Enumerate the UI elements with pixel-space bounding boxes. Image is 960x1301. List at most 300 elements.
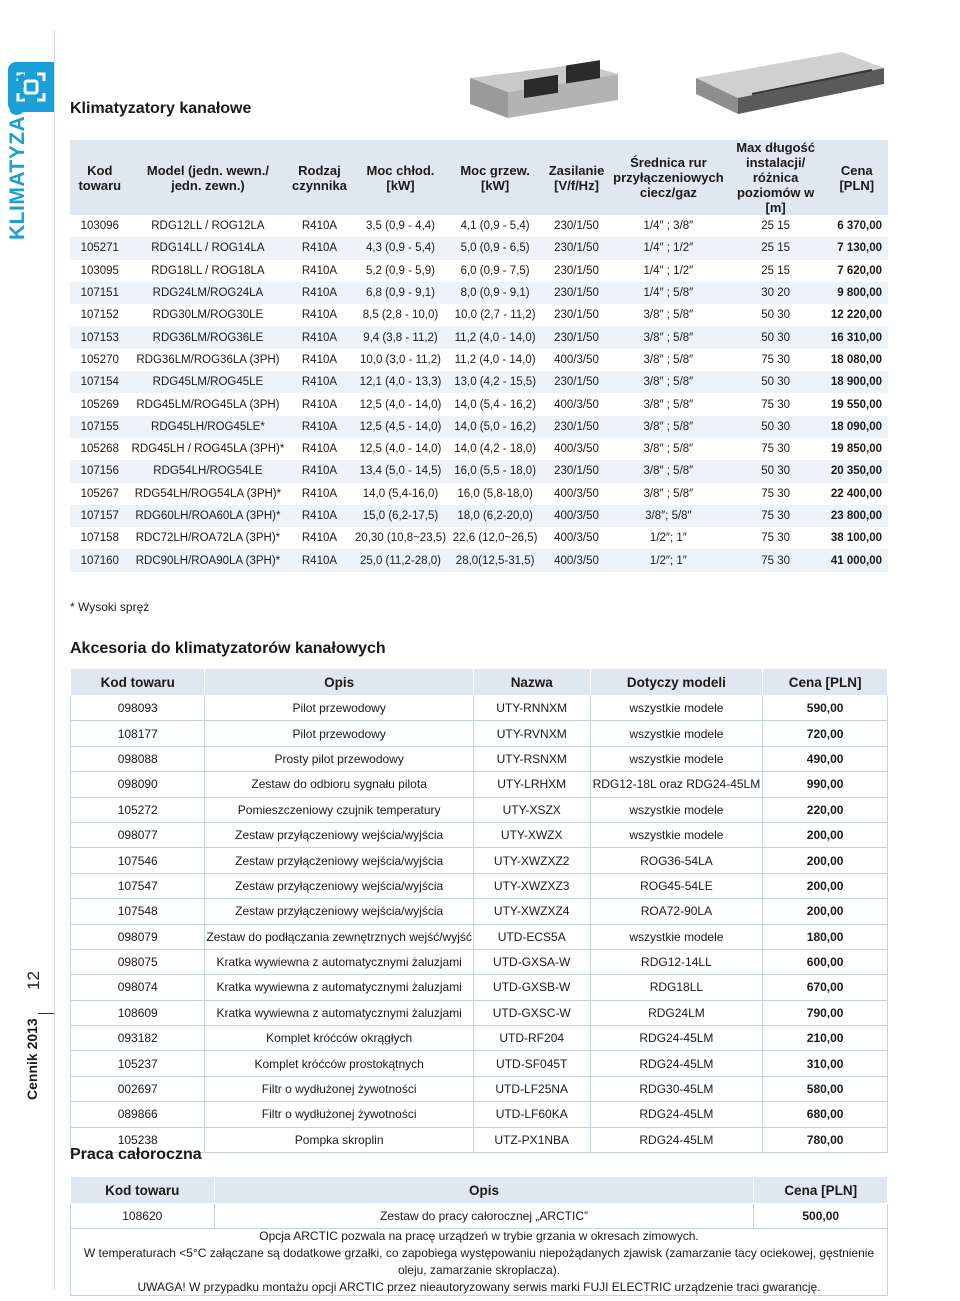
col-header: Max długość instalacji/ różnica poziomów w [m] — [726, 140, 826, 215]
table-cell: R410A — [286, 282, 352, 304]
table-cell: 6,8 (0,9 - 9,1) — [353, 282, 449, 304]
table-cell: 14,0 (4,2 - 18,0) — [454, 443, 537, 456]
table-cell: 50 30 — [726, 416, 826, 438]
table-row — [71, 975, 888, 1000]
table-cell: 50 30 — [761, 309, 790, 322]
table-cell: wszystkie modele — [590, 924, 763, 949]
note-line: W temperaturach <5°C załączane są dodatkowe grzałki, co zapobiega występowaniu niepożądanych zjawisk (zamarzanie tacy ociekowej, gęstnienie oleju, zamarzanie skroplacza). — [83, 1246, 875, 1277]
table-row — [71, 848, 888, 873]
table-cell: Filtr o wydłużonej żywotności — [205, 1076, 473, 1101]
table-cell: 25,0 (11,2-28,0) — [353, 549, 449, 571]
table-cell: RDG45LH / ROG45LA (3PH)* — [131, 443, 285, 456]
table-cell: 75 30 — [761, 532, 790, 545]
table-cell: 50 30 — [726, 460, 826, 482]
table-cell: 230/1/50 — [542, 282, 611, 304]
sidebar-divider — [54, 30, 55, 1290]
table-cell: Kratka wywiewna z automatycznymi żaluzjami — [205, 1000, 473, 1025]
table-cell: 108177 — [71, 721, 205, 746]
cell-price: 19 550,00 — [830, 398, 882, 411]
col-header: Dotyczy modeli — [590, 669, 763, 696]
table-cell: 75 30 — [761, 487, 790, 500]
cell-price: 990,00 — [763, 772, 888, 797]
cell-price: 220,00 — [763, 797, 888, 822]
table-cell: ROA72-90LA — [590, 899, 763, 924]
table-cell: 107155 — [70, 416, 130, 438]
table-cell: 400/3/50 — [542, 549, 611, 571]
col-header: Cena [PLN] — [754, 1177, 888, 1204]
cell-price: 180,00 — [763, 924, 888, 949]
table-cell: RDG24LM/ROG24LA — [130, 282, 287, 304]
table-cell: RDG45LM/ROG45LA (3PH) — [136, 398, 280, 411]
table-cell: Pilot przewodowy — [205, 696, 473, 721]
table-cell: 6,0 (0,9 - 7,5) — [460, 264, 530, 277]
table-cell: Kratka wywiewna z automatycznymi żaluzjami — [205, 949, 473, 974]
table-cell: 107156 — [70, 460, 130, 482]
table-cell: 107547 — [71, 873, 205, 898]
ducted-unit-image-1 — [462, 60, 622, 122]
table-cell: 11,2 (4,0 - 14,0) — [448, 326, 542, 348]
table-cell: RDG24LM — [590, 1000, 763, 1025]
table-cell: Prosty pilot przewodowy — [205, 746, 473, 771]
cell-price: 310,00 — [763, 1051, 888, 1076]
cell-description: Zestaw do pracy całorocznej „ARCTIC” — [214, 1204, 754, 1229]
table-cell: 75 30 — [726, 549, 826, 571]
table-cell: UTD-SF045T — [473, 1051, 590, 1076]
col-header: Kod towaru — [71, 669, 205, 696]
table-cell: 1/2″; 1″ — [611, 549, 726, 571]
table-cell: 25 15 — [761, 264, 790, 277]
table-cell: 12,5 (4,0 - 14,0) — [359, 398, 442, 411]
table-cell: wszystkie modele — [590, 797, 763, 822]
table-cell: R410A — [286, 326, 352, 348]
arctic-note — [70, 1226, 888, 1296]
table-cell: UTY-RVNXM — [473, 721, 590, 746]
cell-price: 19 850,00 — [830, 443, 882, 456]
table-cell: 12,5 (4,0 - 14,0) — [359, 443, 442, 456]
table-cell: 1/4″ ; 1/2″ — [611, 237, 726, 259]
cell-price: 670,00 — [763, 975, 888, 1000]
table-cell: 14,0 (5,4-16,0) — [362, 487, 439, 500]
table-cell: RDG45LH/ROG45LE* — [130, 416, 287, 438]
table-cell: 098077 — [71, 822, 205, 847]
cell-price: 210,00 — [763, 1026, 888, 1051]
table-cell: R410A — [301, 220, 338, 233]
table-row — [71, 873, 888, 898]
table-cell: UTY-XWZXZ4 — [473, 899, 590, 924]
table-cell: Zestaw przyłączeniowy wejścia/wyjścia — [205, 822, 473, 847]
table-row — [70, 438, 888, 460]
table-cell: 107548 — [71, 899, 205, 924]
table-row — [71, 1204, 888, 1229]
table-cell: UTY-LRHXM — [473, 772, 590, 797]
col-header: Cena [PLN] — [826, 140, 888, 215]
table-cell: RDG36LM/ROG36LA (3PH) — [136, 353, 280, 366]
table-cell: UTZ-PX1NBA — [473, 1127, 590, 1152]
table-cell: 107152 — [80, 309, 119, 322]
table-cell: 107151 — [70, 282, 130, 304]
table-row — [71, 721, 888, 746]
table-row — [70, 416, 888, 438]
table-cell: RDG24-45LM — [590, 1051, 763, 1076]
col-header: Średnica rur przyłączeniowych ciecz/gaz — [611, 140, 726, 215]
table-cell: UTD-RF204 — [473, 1026, 590, 1051]
ducted-price-table — [70, 140, 888, 572]
table-cell: 18,0 (6,2-20,0) — [448, 505, 542, 527]
table-cell: 25 15 — [726, 237, 826, 259]
cell-price: 18 090,00 — [826, 416, 888, 438]
table-cell: RDG24-45LM — [590, 1102, 763, 1127]
table-cell: 3/8″ ; 5/8″ — [643, 487, 694, 500]
table-cell: 14,0 (5,4 - 16,2) — [454, 398, 537, 411]
table-cell: RDC72LH/ROA72LA (3PH)* — [135, 532, 281, 545]
table-cell: 107153 — [70, 326, 130, 348]
table-cell: 230/1/50 — [542, 416, 611, 438]
note-line: UWAGA! W przypadku montażu opcji ARCTIC przez nieautoryzowany serwis marki FUJI ELECTRIC urządzenie traci gwarancję. — [137, 1280, 821, 1294]
cell-price: 680,00 — [763, 1102, 888, 1127]
page-number-rule — [38, 1013, 54, 1014]
table-row — [70, 237, 888, 259]
table-cell: R410A — [301, 353, 338, 366]
table-cell: 8,5 (2,8 - 10,0) — [362, 309, 439, 322]
table-cell: RDG18LL — [590, 975, 763, 1000]
table-cell: 400/3/50 — [554, 532, 599, 545]
section-title-ducted: Klimatyzatory kanałowe — [70, 100, 252, 117]
table-cell: 107154 — [70, 371, 130, 393]
ducted-unit-image-2 — [692, 48, 886, 118]
table-cell: UTY-XWZXZ3 — [473, 873, 590, 898]
table-cell: RDC90LH/ROA90LA (3PH)* — [130, 549, 287, 571]
table-cell: R410A — [301, 443, 338, 456]
table-cell: 3,5 (0,9 - 4,4) — [365, 220, 435, 233]
table-cell: 1/4″ ; 3/8″ — [643, 220, 694, 233]
table-cell: 14,0 (5,0 - 16,2) — [448, 416, 542, 438]
table-cell: 1/4″ ; 1/2″ — [643, 264, 694, 277]
table-cell: Komplet króćców okrągłych — [205, 1026, 473, 1051]
table-cell: 13,4 (5,0 - 14,5) — [353, 460, 449, 482]
table-cell: 105267 — [80, 487, 119, 500]
col-header: Zasilanie [V/f/Hz] — [542, 140, 611, 215]
cell-price: 7 130,00 — [826, 237, 888, 259]
table-cell: 10,0 (2,7 - 11,2) — [454, 309, 536, 322]
table-cell: wszystkie modele — [590, 822, 763, 847]
catalog-label: Cennik 2013 — [24, 1018, 40, 1100]
table-cell: UTD-LF25NA — [473, 1076, 590, 1101]
table-cell: UTY-XWZX — [473, 822, 590, 847]
table-cell: Zestaw przyłączeniowy wejścia/wyjścia — [205, 899, 473, 924]
table-cell: 75 30 — [726, 505, 826, 527]
table-cell: 3/8″ ; 5/8″ — [643, 353, 694, 366]
table-cell: UTY-RNNXM — [473, 696, 590, 721]
table-row — [70, 549, 888, 571]
table-cell: 400/3/50 — [554, 398, 599, 411]
table-cell: RDG12-18L oraz RDG24-45LM — [590, 772, 763, 797]
cell-price: 200,00 — [763, 848, 888, 873]
table-cell: 3/8″ ; 5/8″ — [643, 443, 694, 456]
col-header: Opis — [205, 669, 473, 696]
cell-price: 6 370,00 — [837, 220, 882, 233]
table-cell: 105272 — [71, 797, 205, 822]
cell-price: 22 400,00 — [830, 487, 882, 500]
table-row — [70, 527, 888, 549]
table-row — [71, 1026, 888, 1051]
table-cell: RDG14LL / ROG14LA — [130, 237, 287, 259]
table-row — [71, 1076, 888, 1101]
table-cell: Pilot przewodowy — [205, 721, 473, 746]
section-title-all-year: Praca całoroczna — [70, 1146, 202, 1163]
cell-price: 23 800,00 — [826, 505, 888, 527]
table-cell: RDG30-45LM — [590, 1076, 763, 1101]
col-header: Moc chłod. [kW] — [353, 140, 449, 215]
cell-price: 9 800,00 — [826, 282, 888, 304]
table-row — [70, 393, 888, 415]
table-row — [71, 772, 888, 797]
col-header: Moc grzew. [kW] — [448, 140, 542, 215]
table-cell: 3/8″ ; 5/8″ — [611, 460, 726, 482]
table-cell: UTY-XSZX — [473, 797, 590, 822]
table-row — [71, 1000, 888, 1025]
table-cell: 093182 — [71, 1026, 205, 1051]
sidebar — [0, 0, 56, 1301]
table-cell: 230/1/50 — [542, 237, 611, 259]
table-cell: Zestaw do odbioru sygnału pilota — [205, 772, 473, 797]
table-cell: 11,2 (4,0 - 14,0) — [454, 353, 536, 366]
table-cell: 105271 — [70, 237, 130, 259]
table-cell: wszystkie modele — [590, 746, 763, 771]
table-cell: 105237 — [71, 1051, 205, 1076]
cell-price: 780,00 — [763, 1127, 888, 1152]
note-line: Opcja ARCTIC pozwala na pracę urządzeń w trybie grzania w okresach zimowych. — [259, 1229, 699, 1243]
table-cell: 230/1/50 — [542, 371, 611, 393]
table-cell: R410A — [301, 309, 338, 322]
col-header: Kod towaru — [71, 1177, 215, 1204]
table-cell: ROG36-54LA — [590, 848, 763, 873]
table-cell: 4,3 (0,9 - 5,4) — [353, 237, 449, 259]
table-cell: wszystkie modele — [590, 721, 763, 746]
cell-price: 18 900,00 — [826, 371, 888, 393]
table-cell: Komplet króćców prostokątnych — [205, 1051, 473, 1076]
table-cell: 12,1 (4,0 - 13,3) — [353, 371, 449, 393]
table-cell: 22,6 (12,0~26,5) — [452, 532, 538, 545]
table-cell: 098093 — [71, 696, 205, 721]
cell-price: 7 620,00 — [837, 264, 882, 277]
table-cell: 400/3/50 — [542, 505, 611, 527]
section-title-accessories: Akcesoria do klimatyzatorów kanałowych — [70, 640, 386, 657]
table-cell: 108609 — [71, 1000, 205, 1025]
table-cell: 16,0 (5,5 - 18,0) — [448, 460, 542, 482]
table-cell: wszystkie modele — [590, 696, 763, 721]
table-cell: R410A — [301, 264, 338, 277]
page-number: 12 — [24, 971, 43, 990]
table-cell: ROG45-54LE — [590, 873, 763, 898]
table-cell: 089866 — [71, 1102, 205, 1127]
table-cell: 098090 — [71, 772, 205, 797]
table-row — [71, 822, 888, 847]
table-cell: 107160 — [70, 549, 130, 571]
cell-price: 500,00 — [754, 1204, 888, 1229]
table-cell: 103095 — [80, 264, 119, 277]
table-cell: RDG24-45LM — [590, 1026, 763, 1051]
table-cell: R410A — [286, 460, 352, 482]
table-row — [71, 899, 888, 924]
table-cell: 16,0 (5,8-18,0) — [457, 487, 533, 500]
table-cell: 400/3/50 — [554, 353, 599, 366]
table-row — [70, 460, 888, 482]
table-cell: Filtr o wydłużonej żywotności — [205, 1102, 473, 1127]
table-cell: UTD-GXSA-W — [473, 949, 590, 974]
table-cell: 3/8″ ; 5/8″ — [611, 416, 726, 438]
table-cell: 50 30 — [726, 371, 826, 393]
table-cell: 28,0(12,5-31,5) — [448, 549, 542, 571]
table-cell: 3/8″ ; 5/8″ — [611, 371, 726, 393]
table-cell: 098088 — [71, 746, 205, 771]
table-header-row — [71, 1177, 888, 1204]
cell-price: 580,00 — [763, 1076, 888, 1101]
cell-price: 590,00 — [763, 696, 888, 721]
table-row — [71, 797, 888, 822]
table-cell: 3/8″ ; 5/8″ — [611, 326, 726, 348]
table-cell: 098074 — [71, 975, 205, 1000]
table-row — [70, 282, 888, 304]
cell-price: 20 350,00 — [826, 460, 888, 482]
cell-price: 490,00 — [763, 746, 888, 771]
table-cell: Pompka skroplin — [205, 1127, 473, 1152]
table-cell: R410A — [286, 549, 352, 571]
table-cell: Zestaw przyłączeniowy wejścia/wyjścia — [205, 873, 473, 898]
table-cell: 107157 — [70, 505, 130, 527]
table-cell: 400/3/50 — [554, 443, 599, 456]
table-cell: 1/4″ ; 5/8″ — [611, 282, 726, 304]
table-cell: 3/8″ ; 5/8″ — [643, 309, 694, 322]
table-row — [70, 326, 888, 348]
cell-price: 200,00 — [763, 873, 888, 898]
table-cell: 107546 — [71, 848, 205, 873]
table-cell: 098079 — [71, 924, 205, 949]
table-cell: 230/1/50 — [554, 309, 599, 322]
table-cell: R410A — [286, 416, 352, 438]
table-cell: 20,30 (10,8~23,5) — [354, 532, 447, 545]
table-row — [71, 949, 888, 974]
table-row — [70, 483, 888, 505]
table-cell: 75 30 — [761, 353, 790, 366]
table-cell: 105238 — [71, 1127, 205, 1152]
table-cell: UTD-LF60KA — [473, 1102, 590, 1127]
col-header: Cena [PLN] — [763, 669, 888, 696]
table-cell: UTD-GXSC-W — [473, 1000, 590, 1025]
cell-code: 108620 — [71, 1204, 215, 1229]
table-cell: 50 30 — [726, 326, 826, 348]
table-cell: 105268 — [80, 443, 119, 456]
table-cell: 8,0 (0,9 - 9,1) — [448, 282, 542, 304]
table-cell: 105270 — [80, 353, 119, 366]
table-cell: R410A — [301, 487, 338, 500]
cell-price: 720,00 — [763, 721, 888, 746]
table-row — [70, 304, 888, 326]
table-cell: 13,0 (4,2 - 15,5) — [448, 371, 542, 393]
col-header: Opis — [214, 1177, 754, 1204]
table-cell: RDG12LL / ROG12LA — [151, 220, 265, 233]
table-cell: R410A — [286, 371, 352, 393]
table-cell: 3/8″ ; 5/8″ — [643, 398, 694, 411]
cell-price: 600,00 — [763, 949, 888, 974]
table-row — [71, 746, 888, 771]
table-cell: R410A — [301, 532, 338, 545]
table-cell: 5,0 (0,9 - 6,5) — [448, 237, 542, 259]
table-cell: Pomieszczeniowy czujnik temperatury — [205, 797, 473, 822]
table-cell: 1/2″; 1″ — [649, 532, 687, 545]
table-cell: 25 15 — [761, 220, 790, 233]
table-header-row — [71, 669, 888, 696]
table-cell: RDG24-45LM — [590, 1127, 763, 1152]
cell-price: 12 220,00 — [830, 309, 882, 322]
table-cell: 230/1/50 — [542, 460, 611, 482]
table-cell: 75 30 — [761, 443, 790, 456]
table-cell: UTY-XWZXZ2 — [473, 848, 590, 873]
table-cell: 15,0 (6,2-17,5) — [353, 505, 449, 527]
table-cell: 400/3/50 — [554, 487, 599, 500]
cell-price: 200,00 — [763, 899, 888, 924]
table-row — [71, 696, 888, 721]
col-header: Model (jedn. wewn./ jedn. zewn.) — [130, 140, 287, 215]
table-row — [71, 1051, 888, 1076]
table-cell: 12,5 (4,5 - 14,0) — [353, 416, 449, 438]
table-row — [71, 924, 888, 949]
table-cell: R410A — [286, 237, 352, 259]
category-label: KLIMATYZACJA — [6, 72, 29, 240]
cell-price: 200,00 — [763, 822, 888, 847]
table-cell: Zestaw przyłączeniowy wejścia/wyjścia — [205, 848, 473, 873]
table-cell: 098075 — [71, 949, 205, 974]
table-cell: Zestaw do podłączania zewnętrznych wejść/wyjść — [205, 924, 473, 949]
table-cell: 103096 — [80, 220, 119, 233]
table-cell: RDG30LM/ROG30LE — [152, 309, 264, 322]
table-cell: 9,4 (3,8 - 11,2) — [353, 326, 449, 348]
table-cell: 75 30 — [761, 398, 790, 411]
table-cell: UTY-RSNXM — [473, 746, 590, 771]
table-cell: 230/1/50 — [554, 220, 599, 233]
table-cell: 10,0 (3,0 - 11,2) — [359, 353, 441, 366]
cell-price: 41 000,00 — [826, 549, 888, 571]
table-cell: UTD-ECS5A — [473, 924, 590, 949]
table-cell: 230/1/50 — [554, 264, 599, 277]
cell-price: 16 310,00 — [826, 326, 888, 348]
table-row — [71, 1102, 888, 1127]
cell-price: 38 100,00 — [830, 532, 882, 545]
table-cell: 105269 — [80, 398, 119, 411]
table-cell: Kratka wywiewna z automatycznymi żaluzjami — [205, 975, 473, 1000]
table-cell: RDG36LM/ROG36LE — [130, 326, 287, 348]
cell-price: 790,00 — [763, 1000, 888, 1025]
table-row — [70, 349, 888, 371]
table-cell: RDG45LM/ROG45LE — [130, 371, 287, 393]
table-row — [70, 215, 888, 237]
table-cell: 4,1 (0,9 - 5,4) — [460, 220, 530, 233]
footnote: * Wysoki spręż — [70, 600, 150, 614]
table-row — [70, 505, 888, 527]
table-cell: RDG60LH/ROA60LA (3PH)* — [130, 505, 287, 527]
col-header: Nazwa — [473, 669, 590, 696]
all-year-table — [70, 1176, 888, 1229]
col-header: Kod towaru — [70, 140, 130, 215]
table-cell: UTD-GXSB-W — [473, 975, 590, 1000]
table-header-row — [70, 140, 888, 215]
table-cell: RDG12-14LL — [590, 949, 763, 974]
table-row — [70, 260, 888, 282]
table-cell: R410A — [301, 398, 338, 411]
table-cell: RDG54LH/ROG54LA (3PH)* — [134, 487, 282, 500]
table-cell: 30 20 — [726, 282, 826, 304]
table-row — [70, 371, 888, 393]
table-cell: 002697 — [71, 1076, 205, 1101]
